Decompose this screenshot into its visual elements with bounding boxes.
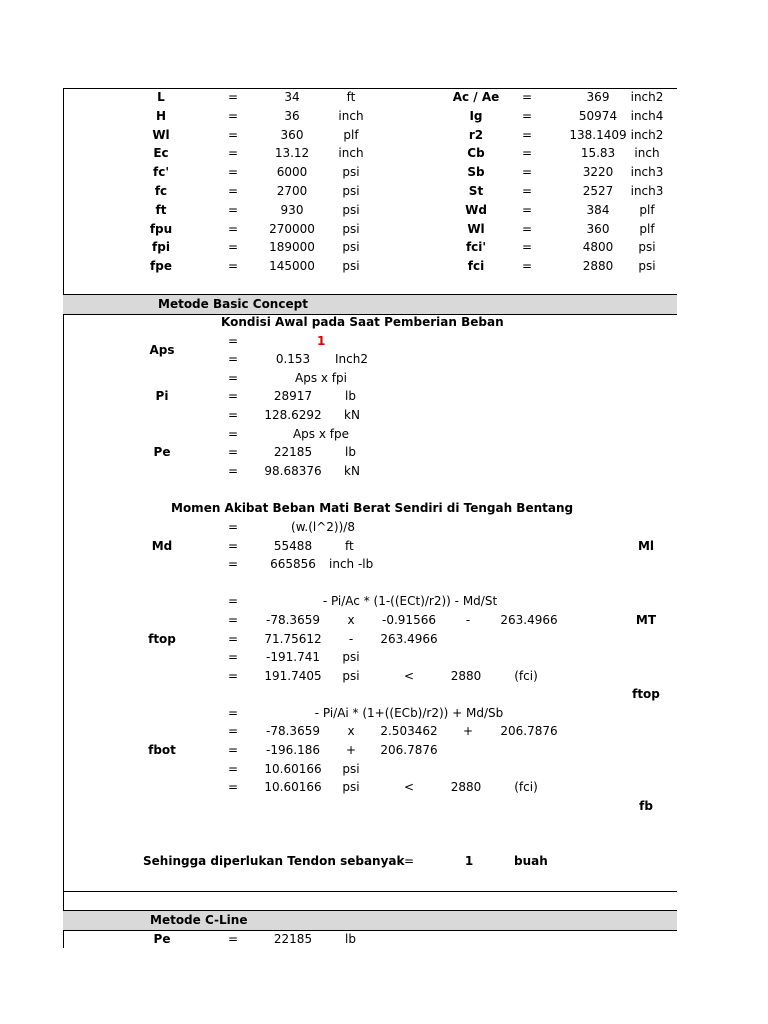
cline-pe-label: Pe (153, 932, 171, 946)
momen-title: Momen Akibat Beban Mati Berat Sendiri di Tengah Bentang (171, 501, 574, 515)
eq: = (227, 389, 239, 403)
pi-value-kn: 128.6292 (264, 408, 322, 422)
pe-formula: Aps x fpe (292, 427, 350, 441)
param-left-sym: ft (155, 202, 167, 217)
pi-row-2 (63, 387, 677, 406)
param-right-eq: = (521, 184, 533, 198)
param-left-unit: psi (342, 240, 360, 255)
aps-label: Aps (149, 343, 175, 357)
param-right-val: 2527 (582, 184, 614, 198)
param-right-val: 360 (586, 221, 610, 236)
eq: = (227, 724, 239, 738)
param-right-sym: Wl (467, 221, 485, 236)
fbot-r1-op1: x (347, 724, 355, 738)
eq: = (227, 408, 239, 422)
param-right-eq: = (521, 146, 533, 161)
param-right-eq: = (521, 165, 533, 180)
pe-label: Pe (153, 445, 171, 459)
ftop-r2-op: - (348, 632, 354, 646)
conclusion-value: 1 (464, 854, 474, 868)
param-right-sym: St (468, 184, 484, 198)
pe-unit-lb: lb (345, 445, 356, 459)
param-right-val: 384 (586, 202, 610, 217)
param-left-unit: psi (342, 184, 360, 198)
param-right-eq: = (521, 240, 533, 255)
ftop-r2-a: 71.75612 (264, 632, 322, 646)
aps-red-value: 1 (317, 334, 326, 348)
param-right-val: 50974 (578, 108, 618, 123)
section2-title: Metode C-Line (150, 913, 248, 927)
param-row (63, 88, 677, 107)
conclusion-eq: = (403, 854, 415, 868)
param-left-val: 6000 (276, 165, 308, 180)
param-right-unit: psi (638, 240, 656, 255)
param-left-sym: fc (154, 184, 168, 198)
param-right-sym: fci' (465, 240, 487, 255)
ftop-r4-limit: 2880 (450, 669, 482, 683)
aps-row-2 (63, 350, 677, 369)
param-left-eq: = (227, 221, 239, 236)
param-right-eq: = (521, 202, 533, 217)
conclusion-text: Sehingga diperlukan Tendon sebanyak (143, 854, 405, 868)
pe-unit-kn: kN (344, 464, 360, 478)
param-right-eq: = (521, 259, 533, 274)
param-right-eq: = (521, 108, 533, 123)
ftop-label: ftop (148, 632, 176, 646)
eq: = (227, 352, 239, 366)
param-left-eq: = (227, 127, 239, 142)
fbot-row-2 (63, 741, 677, 760)
md-formula: (w.(l^2))/8 (291, 520, 355, 534)
ftop-row-1 (63, 611, 677, 630)
eq: = (227, 762, 239, 776)
eq: = (227, 464, 239, 478)
fb-label: fb (639, 799, 653, 813)
param-right-unit: psi (638, 259, 656, 274)
param-right-unit: plf (639, 202, 655, 217)
param-row (63, 182, 677, 201)
param-right-sym: Ac / Ae (452, 90, 500, 104)
param-left-sym: Wl (152, 127, 170, 142)
param-right-unit: inch (634, 146, 660, 161)
aps-value: 0.153 (275, 352, 311, 366)
param-left-val: 270000 (269, 221, 315, 236)
param-row (63, 257, 677, 276)
fbot-r2-op: + (345, 743, 357, 757)
param-left-val: 34 (284, 90, 300, 104)
pe-row-1 (63, 425, 677, 444)
ftop-r4-cmp: < (403, 669, 415, 683)
param-right-sym: Cb (467, 146, 485, 161)
md-row-2 (63, 537, 677, 556)
fbot-r3-unit: psi (342, 762, 360, 776)
eq: = (227, 932, 239, 946)
pi-unit-lb: lb (345, 389, 356, 403)
pi-unit-kn: kN (344, 408, 360, 422)
eq: = (227, 427, 239, 441)
param-right-unit: inch4 (630, 108, 664, 123)
fbot-formula: - Pi/Ai * (1+((ECb)/r2)) + Md/Sb (314, 706, 504, 720)
fbot-r1-op2: + (462, 724, 474, 738)
param-left-val: 189000 (269, 240, 315, 255)
md-unit-ft: ft (345, 539, 354, 553)
fbot-formula-row (63, 704, 677, 723)
eq: = (227, 613, 239, 627)
md-label: Md (151, 539, 173, 553)
conclusion-row (63, 852, 677, 871)
eq: = (227, 632, 239, 646)
pi-row-1 (63, 369, 677, 388)
ftop-r1-op2: - (465, 613, 471, 627)
param-left-eq: = (227, 240, 239, 255)
param-left-eq: = (227, 146, 239, 161)
param-right-eq: = (521, 127, 533, 142)
cline-pe-value: 22185 (273, 932, 313, 946)
fbot-r4-limit: 2880 (450, 780, 482, 794)
ftop-r1-a: -78.3659 (266, 613, 320, 627)
param-right-sym: Sb (467, 165, 485, 180)
param-right-unit: inch2 (630, 127, 664, 142)
param-left-sym: fpu (149, 221, 173, 236)
fbot-row-3 (63, 760, 677, 779)
param-left-sym: H (155, 108, 167, 123)
param-right-eq: = (521, 90, 533, 104)
eq: = (227, 445, 239, 459)
ftop-row-4 (63, 667, 677, 686)
fbot-r4-cmp: < (403, 780, 415, 794)
param-right-unit: inch2 (630, 90, 664, 104)
fbot-r2-a: -196.186 (266, 743, 320, 757)
md-value-inlb: 665856 (270, 557, 316, 571)
aps-unit: Inch2 (335, 352, 368, 366)
param-right-eq: = (521, 221, 533, 236)
param-right-sym: r2 (468, 127, 484, 142)
eq: = (227, 650, 239, 664)
pe-row-3 (63, 462, 677, 481)
param-right-sym: Wd (465, 202, 487, 217)
section-header-basic-concept (63, 294, 677, 315)
md-row-3 (63, 555, 677, 574)
param-right-sym: fci (467, 259, 485, 274)
pe-value-kn: 98.68376 (264, 464, 322, 478)
ftop-r2-b: 263.4966 (380, 632, 438, 646)
param-left-unit: psi (342, 165, 360, 180)
param-left-val: 13.12 (274, 146, 310, 161)
kondisi-title: Kondisi Awal pada Saat Pemberian Beban (221, 315, 504, 329)
eq: = (227, 706, 239, 720)
ftop-r4-unit: psi (342, 669, 360, 683)
param-right-val: 3220 (582, 165, 614, 180)
param-left-eq: = (227, 165, 239, 180)
param-left-val: 36 (284, 108, 300, 123)
fbot-r2-b: 206.7876 (380, 743, 438, 757)
ftop-formula-row (63, 592, 677, 611)
fbot-row-4 (63, 778, 677, 797)
md-value-ft: 55488 (273, 539, 313, 553)
param-left-eq: = (227, 202, 239, 217)
conclusion-unit: buah (514, 854, 548, 868)
eq: = (227, 539, 239, 553)
param-right-unit: inch3 (630, 184, 664, 198)
momen-title-row (63, 499, 677, 518)
fbot-r1-a: -78.3659 (266, 724, 320, 738)
section-title: Metode Basic Concept (158, 297, 308, 311)
fbot-r1-c: 206.7876 (500, 724, 558, 738)
param-row (63, 201, 677, 220)
param-left-sym: fpe (150, 259, 172, 274)
param-right-unit: inch3 (630, 165, 664, 180)
param-left-unit: psi (342, 221, 360, 236)
param-left-sym: L (157, 90, 165, 104)
md-unit-inlb: inch -lb (329, 557, 374, 571)
ftop-r1-c: 263.4966 (500, 613, 558, 627)
fbot-row-1 (63, 722, 677, 741)
param-right-sym: Ig (469, 108, 483, 123)
param-left-eq: = (227, 108, 239, 123)
eq: = (227, 557, 239, 571)
param-row (63, 126, 677, 145)
eq: = (227, 743, 239, 757)
param-left-unit: psi (342, 202, 360, 217)
mt-label: MT (635, 613, 657, 627)
cline-pe-unit: lb (345, 932, 356, 946)
ftop-row-2 (63, 630, 677, 649)
pe-value-lb: 22185 (273, 445, 313, 459)
param-left-val: 930 (280, 202, 304, 217)
fb-right-row (63, 797, 677, 816)
ftop-r3-a: -191.741 (266, 650, 320, 664)
ftop-r4-a: 191.7405 (264, 669, 322, 683)
fbot-r1-b: 2.503462 (380, 724, 438, 738)
separator-line (63, 891, 677, 892)
eq: = (227, 780, 239, 794)
ftop-r1-b: -0.91566 (382, 613, 436, 627)
param-right-val: 138.1409 (569, 127, 627, 142)
pi-formula: Aps x fpi (295, 371, 347, 385)
eq: = (227, 334, 239, 348)
ftop-right-label: ftop (632, 687, 660, 701)
eq: = (227, 371, 239, 385)
param-right-val: 2880 (582, 259, 614, 274)
ftop-r1-op1: x (347, 613, 355, 627)
param-left-eq: = (227, 90, 239, 104)
param-right-val: 369 (586, 90, 610, 104)
fbot-label: fbot (148, 743, 176, 757)
ml-label: Ml (637, 539, 655, 553)
param-left-val: 145000 (269, 259, 315, 274)
param-left-eq: = (227, 259, 239, 274)
eq: = (227, 669, 239, 683)
param-left-unit: inch (338, 146, 364, 161)
eq: = (227, 594, 239, 608)
param-row (63, 220, 677, 239)
ftop-formula: - Pi/Ac * (1-((ECt)/r2)) - Md/St (322, 594, 498, 608)
param-right-val: 15.83 (580, 146, 616, 161)
param-left-unit: psi (342, 259, 360, 274)
param-left-val: 360 (280, 127, 304, 142)
param-left-sym: fpi (152, 240, 170, 255)
param-left-sym: Ec (153, 146, 169, 161)
fbot-r4-unit: psi (342, 780, 360, 794)
fbot-r4-note: (fci) (514, 780, 538, 794)
param-left-sym: fc' (152, 165, 169, 180)
param-row (63, 238, 677, 257)
fbot-r4-a: 10.60166 (264, 780, 322, 794)
ftop-right-row (63, 685, 677, 704)
eq: = (227, 520, 239, 534)
ftop-r3-unit: psi (342, 650, 360, 664)
param-left-eq: = (227, 184, 239, 198)
pi-row-3 (63, 406, 677, 425)
param-right-unit: plf (639, 221, 655, 236)
ftop-row-3 (63, 648, 677, 667)
param-row (63, 163, 677, 182)
param-left-unit: plf (343, 127, 359, 142)
pe-row-2 (63, 443, 677, 462)
param-left-unit: ft (346, 90, 356, 104)
section-header-c-line (63, 910, 677, 931)
ftop-r4-note: (fci) (514, 669, 538, 683)
param-right-val: 4800 (582, 240, 614, 255)
kondisi-row (63, 313, 677, 332)
param-left-unit: inch (338, 108, 364, 123)
param-left-val: 2700 (276, 184, 308, 198)
fbot-r3-a: 10.60166 (264, 762, 322, 776)
pi-value-lb: 28917 (273, 389, 313, 403)
param-row (63, 144, 677, 163)
pi-label: Pi (155, 389, 169, 403)
param-row (63, 107, 677, 126)
md-row-1 (63, 518, 677, 537)
cline-pe-row (63, 930, 677, 949)
